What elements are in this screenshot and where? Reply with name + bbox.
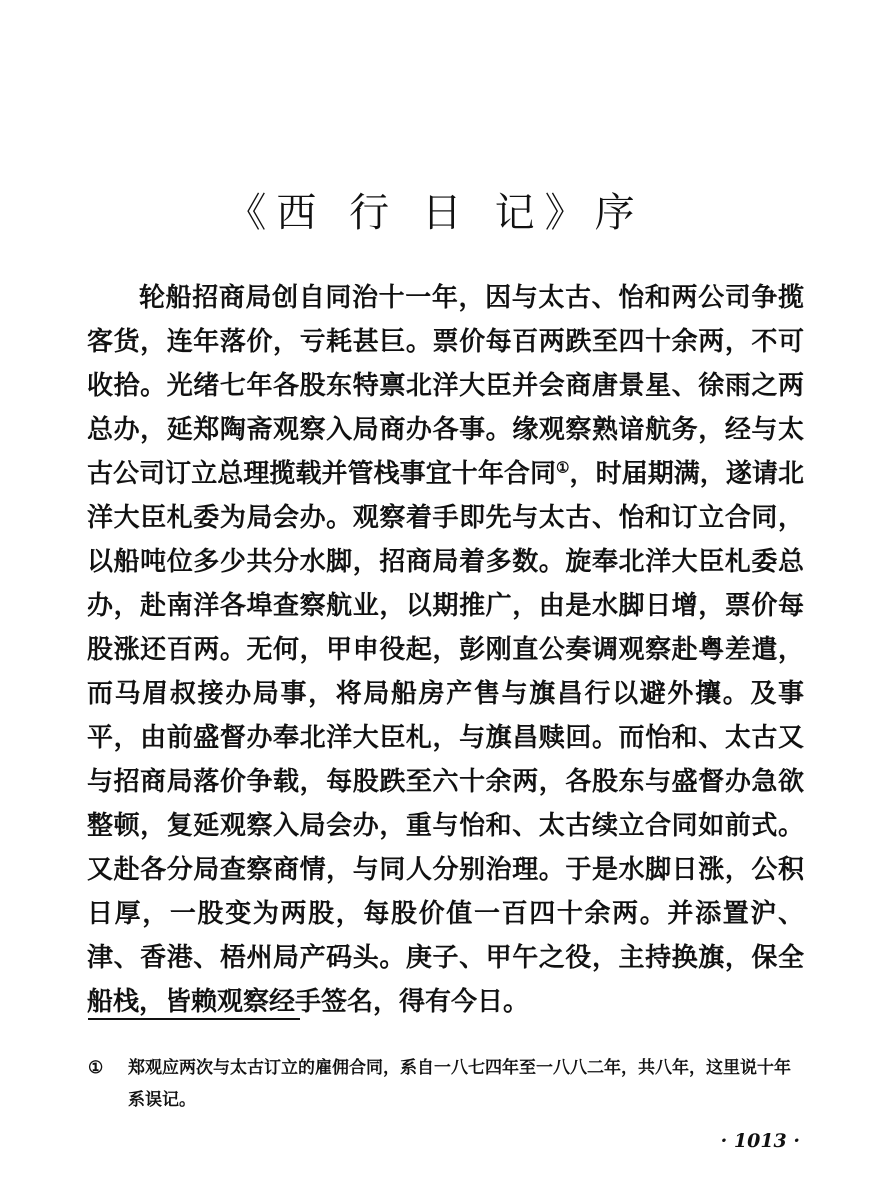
footnote [88, 1052, 804, 1116]
page-title: 《西 行 日 记》序 [226, 189, 645, 236]
page-number: · 1013 · [720, 1130, 800, 1152]
footnote-divider [88, 1018, 300, 1020]
footnote-text: 郑观应两次与太古订立的雇佣合同，系自一八七四年至一八八二年，共八年，这里说十年系误记。 [128, 1058, 791, 1110]
body-text-part1: 轮船招商局创自同治十一年，因与太古、怡和两公司争揽客货，连年落价，亏耗甚巨。票价每百两跌至四十余两，不可收拾。光绪七年各股东特禀北洋大臣并会商唐景星、徐雨之两总办，延郑陶斋观察入局商办各事。缘观察熟谙航务，经与太古公司订立总理揽载并管栈事宜十年合同 [87, 283, 804, 489]
body-paragraph [87, 276, 804, 1024]
footnote-marker: ① [88, 1058, 104, 1078]
footnote-reference: ① [556, 458, 570, 477]
body-text-part2: ，时届期满，遂请北洋大臣札委为局会办。观察着手即先与太古、怡和订立合同，以船吨位多少共分水脚，招商局着多数。旋奉北洋大臣札委总办，赴南洋各埠查察航业，以期推广，由是水脚日增，票价每股涨还百两。无何，甲申役起，彭刚直公奏调观察赴粤差遣，而马眉叔接办局事，将局船房产售与旗昌行以避外攘。及事平，由前盛督办奉北洋大臣札，与旗昌赎回。而怡和、太古又与招商局落价争载，每股跌至六十余两，各股东与盛督办急欲整顿，复延观察入局会办，重与怡和、太古续立合同如前式。又赴各分局查察商情，与同人分别治理。于是水脚日涨，公积日厚，一股变为两股，每股价值一百四十余两。并添置沪、津、香港、梧州局产码头。庚子、甲午之役，主持换旗，保全船栈，皆赖观察经手签名，得有今日。 [87, 459, 804, 1017]
